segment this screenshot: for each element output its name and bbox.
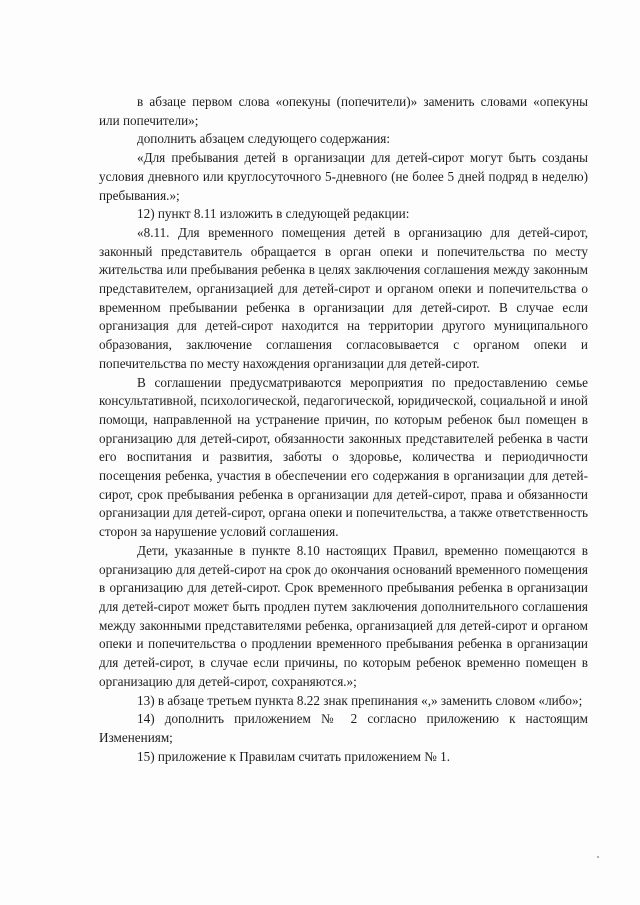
paragraph-replace-guardians: в абзаце первом слова «опекуны (попечители)» заменить словами «опекуны или попечители»;	[99, 94, 588, 128]
paragraph-stay-conditions: «Для пребывания детей в организации для детей-сирот могут быть созданы условия дневного или круглосуточного 5-дневного (не более 5 дней подряд в неделю) пребывания.»;	[99, 150, 588, 203]
paragraph-add-clause: дополнить абзацем следующего содержания:	[137, 131, 391, 147]
paragraph-children-temporary-placement: Дети, указанные в пункте 8.10 настоящих Правил, временно помещаются в организацию для детей-сирот на срок до окончания оснований временного помещения в организацию для детей-сирот. Срок временного пребывания ребенка в организации для детей-сирот может быть продлен путем заключения дополнительного соглашения между законными представителями ребенка, организацией для детей-сирот и органом опеки и попечительства о продлении временного пребывания ребенка в организации для детей-сирот, в случае если причины, по которым ребенок временно помещен в организацию для детей-сирот, сохраняются.»;	[99, 542, 588, 689]
paragraph-agreement-measures: В соглашении предусматриваются мероприятия по предоставлению семье консультативной, психологической, педагогической, юридической, социальной и иной помощи, направленной на устранение причин, по которым ребенок был помещен в организацию для детей-сирот, обязанности законных представителей ребенка в части его воспитания и развития, заботы о здоровье, количества и периодичности посещения ребенка, участия в обеспечении его содержания в организации для детей-сирот, срок пребывания ребенка в организации для детей-сирот, права и обязанности организации для детей-сирот, органа опеки и попечительства, а также ответственность сторон за нарушение условий соглашения.	[99, 374, 589, 540]
document-body	[99, 93, 588, 766]
scan-speck	[597, 856, 599, 858]
paragraph-clause-8-11: «8.11. Для временного помещения детей в организацию для детей-сирот, законный представитель обращается в орган опеки и попечительства по месту жительства или пребывания ребенка в целях заключения соглашения между законным представителем, организацией для детей-сирот и органом опеки и попечительства о временном пребывании ребенка в организации для детей-сирот. В случае если организация для детей-сирот находится на территории другого муниципального образования, заключение соглашения согласовывается с органом опеки и попечительства по месту нахождения организации для детей-сирот.	[99, 224, 588, 371]
paragraph-item-15: 15) приложение к Правилам считать приложением № 1.	[137, 748, 451, 764]
paragraph-item-12: 12) пункт 8.11 изложить в следующей редакции:	[137, 206, 410, 222]
paragraph-item-14: 14) дополнить приложением № 2 согласно приложению к настоящим Изменениям;	[99, 711, 588, 745]
paragraph-item-13: 13) в абзаце третьем пункта 8.22 знак препинания «,» заменить словом «либо»;	[137, 692, 583, 708]
